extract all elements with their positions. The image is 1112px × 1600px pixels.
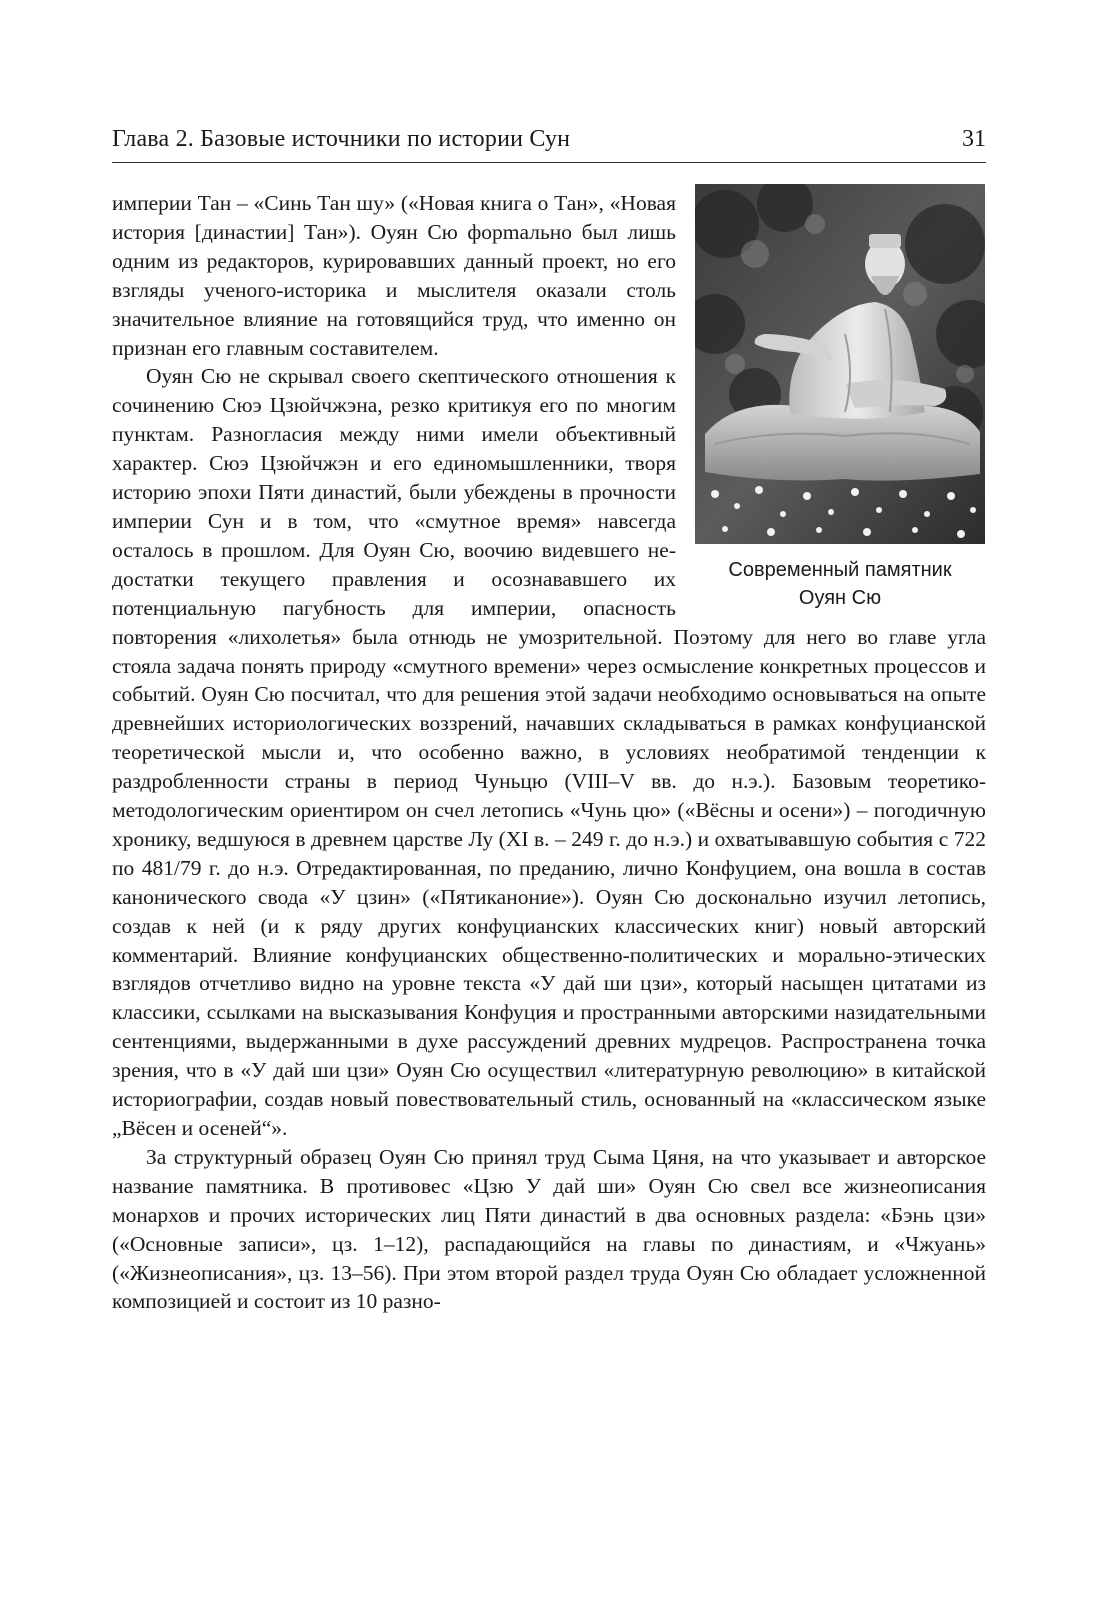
page-number: 31 [962,126,986,152]
caption-line: Современный памятник [728,559,952,581]
paragraph: империи Тан – «Синь Тан шу» («Новая книга о Тан», «Новая история [династии] Тан»). Оуян Сю форmально был лишь одним из редакторов, курировавших данный проект, но его взгляды ученого-историка и мыслителя оказали столь значительное влияние на готовящийся труд, что именно он признан его главным составителем. [112,191,676,360]
body-text [112,189,986,1316]
paragraph: Оуян Сю не скрывал своего скептического отношения к сочинению Сюэ Цзюйчжэна, резко критикуя его по многим пунктам. Разногласия между ними имели объективный характер. Сюэ Цзюйчжэн и его единомышленники, творя историю эпохи Пяти династий, были убеждены в прочности империи Сун и в том, что «смутное время» навсегда осталось в прошлом. Для Оуян Сю, воочию видевшего недостатки текущего правления и осознававшего их потенциальную пагубность для империи, опасность повторения «лихолетья» была отнюдь не умозрительной. Поэтому для него во главе угла стояла задача понять природу «смутного времени» через осмысление конкретных процессов и событий. Оуян Сю посчитал, что для решения этой задачи необходимо основываться на опыте древнейших историологических воззрений, начавших складываться в рамках конфуцианской теоретической мысли и, что особенно важно, в условиях необратимой тенденции к раздробленности страны в период Чуньцю (VIII–V вв. до н.э.). Базовым теоретико-методологическим ориентиром он счел летопись «Чунь цю» («Вёсны и осени») – погодичную хронику, ведшуюся в древнем царстве Лу (XI в. – 249 г. до н.э.) и охватывавшую события с 722 по 481/79 г. до н.э. Отредактированная, по преданию, лично Конфуцием, она вошла в состав канонического свода «У цзин» («Пятиканоние»). Оуян Сю досконально изучил летопись, создав к ней (и к ряду других конфуцианских классических книг) новый авторский комментарий. Влияние конфуцианских общественно-политических и морально-этических взглядов отчетливо видно на уровне текста «У дай ши цзи», который насыщен цитатами из классики, ссылками на высказывания Конфуция и пространными авторскими назидательными сентенциями, выдержанными в духе рассуждений древних мудрецов. Распространена точка зрения, что в «У дай ши цзи» Оуян Сю осуществил «литературную революцию» в китайской историографии, создав новый повествовательный стиль, основанный на «классическом языке „Вёсен и осеней“». [112,364,986,1140]
paragraph: За структурный образец Оуян Сю принял труд Сыма Цяня, на что указывает и авторское название памятника. В противовес «Цзю У дай ши» Оуян Сю свел все жизнеописания монархов и прочих исторических лиц Пяти династий в два основных раздела: «Бэнь цзи» («Основные записи», цз. 1–12), распадающийся на главы по династиям, и «Чжуань» («Жизнеописания», цз. 13–56). При этом второй раздел труда Оуян Сю обладает усложненной композицией и состоит из 10 разно- [112,1144,986,1314]
figure-spacer [676,189,986,619]
caption-line: Оуян Сю [798,587,882,609]
chapter-title: Глава 2. Базовые источники по истории Сун [112,126,571,152]
running-header [112,126,986,163]
